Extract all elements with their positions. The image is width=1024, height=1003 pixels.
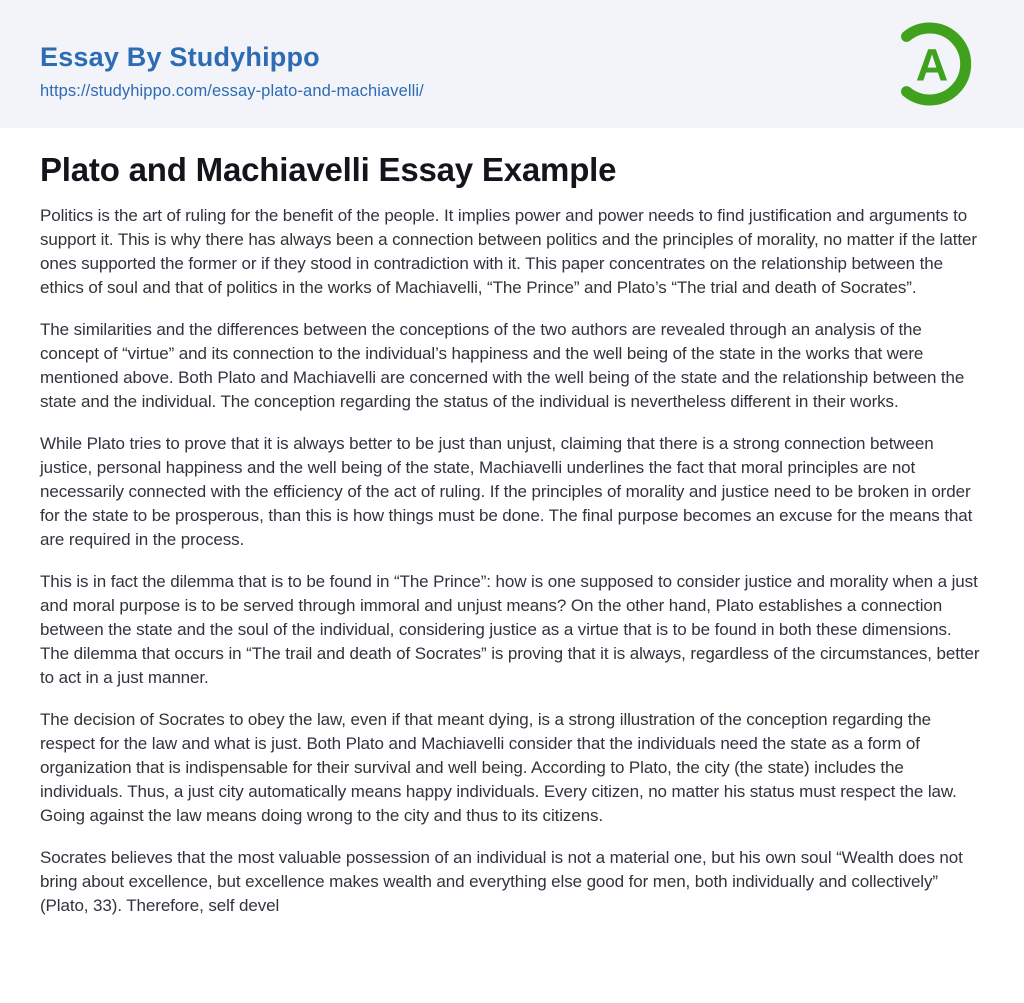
article	[0, 150, 1024, 918]
studyhippo-logo-icon	[884, 16, 980, 112]
article-paragraph: This is in fact the dilemma that is to be found in “The Prince”: how is one supposed to consider justice and morality when a just and moral purpose is to be served through immoral and unjust means? On the other hand, Plato establishes a connection between the state and the soul of the individual, considering justice as a virtue that is to be found in both these dimensions. The dilemma that occurs in “The trail and death of Socrates” is proving that it is always, regardless of the circumstances, better to act in a just manner.	[40, 572, 980, 687]
article-paragraph: Socrates believes that the most valuable possession of an individual is not a material one, but his own soul “Wealth does not bring about excellence, but excellence makes wealth and everything else good for men, both individually and collectively” (Plato, 33). Therefore, self devel	[40, 848, 963, 915]
site-header	[0, 0, 1024, 128]
logo-letter: A	[915, 39, 949, 91]
article-paragraph: The similarities and the differences between the conceptions of the two authors are revealed through an analysis of the concept of “virtue” and its connection to the individual’s happiness and the well being of the state in the works that were mentioned above. Both Plato and Machiavelli are concerned with the well being of the state and the relationship between the state and the individual. The conception regarding the status of the individual is nevertheless different in their works.	[40, 320, 965, 411]
article-title: Plato and Machiavelli Essay Example	[40, 151, 617, 188]
site-title: Essay By Studyhippo	[40, 41, 320, 72]
article-paragraph: The decision of Socrates to obey the law, even if that meant dying, is a strong illustration of the conception regarding the respect for the law and what is just. Both Plato and Machiavelli consider that the individuals need the state as a form of organization that is indispensable for their survival and well being. According to Plato, the city (the state) includes the individuals. Thus, a just city automatically means happy individuals. Every citizen, no matter his status must respect the law. Going against the law means doing wrong to the city and thus to its citizens.	[40, 710, 957, 825]
article-paragraph: While Plato tries to prove that it is always better to be just than unjust, claiming that there is a strong connection between justice, personal happiness and the well being of the state, Machiavelli underlines the fact that moral principles are not necessarily connected with the efficiency of the act of ruling. If the principles of morality and justice need to be broken in order for the state to be prosperous, than this is how things must be done. The final purpose becomes an excuse for the means that are required in the process.	[40, 434, 973, 549]
article-paragraph: Politics is the art of ruling for the benefit of the people. It implies power and power needs to find justification and arguments to support it. This is why there has always been a connection between politics and the principles of morality, no matter if the latter ones supported the former or if they stood in contradiction with it. This paper concentrates on the relationship between the ethics of soul and that of politics in the works of Machiavelli, “The Prince” and Plato’s “The trial and death of Socrates”.	[40, 206, 977, 297]
page-url-link[interactable]: https://studyhippo.com/essay-plato-and-machiavelli/	[40, 81, 424, 100]
header-text-block	[40, 28, 424, 101]
article-body	[40, 204, 984, 918]
logo-arc-icon	[884, 16, 980, 112]
